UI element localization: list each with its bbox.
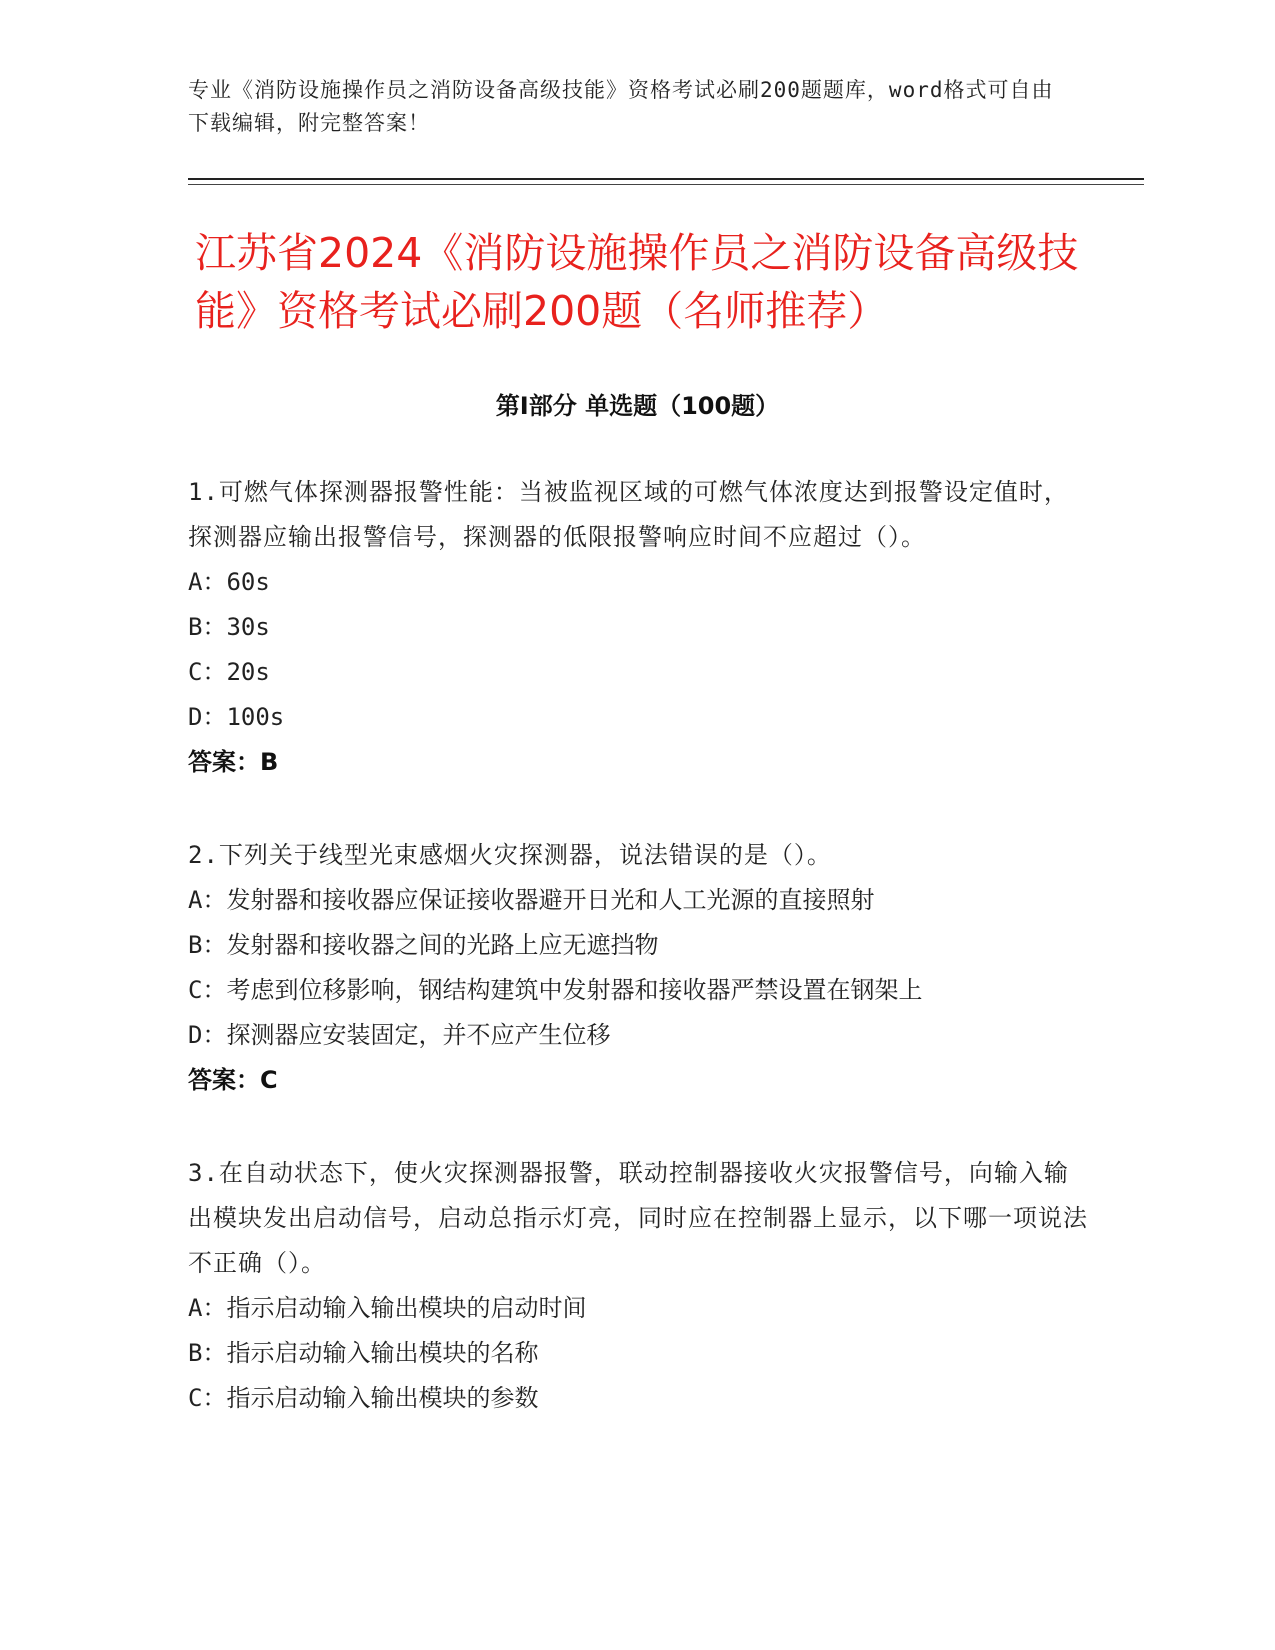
option-text: 发射器和接收器之间的光路上应无遮挡物 [226, 931, 659, 959]
option-b: B：指示启动输入输出模块的名称 [188, 1331, 1088, 1376]
question-text: 1.可燃气体探测器报警性能：当被监视区域的可燃气体浓度达到报警设定值时，探测器应输出报警信号，探测器的低限报警响应时间不应超过（）。 [188, 478, 1069, 551]
option-a: A：指示启动输入输出模块的启动时间 [188, 1286, 1088, 1331]
option-key: C [188, 658, 203, 686]
option-text: 60s [226, 568, 270, 596]
option-c: C：考虑到位移影响，钢结构建筑中发射器和接收器严禁设置在钢架上 [188, 968, 1088, 1013]
option-key: B [188, 1339, 203, 1367]
option-key: A [188, 568, 203, 596]
option-key: B [188, 613, 203, 641]
option-text: 30s [226, 613, 270, 641]
option-text: 指示启动输入输出模块的参数 [226, 1384, 539, 1412]
option-key: A [188, 1294, 203, 1322]
answer-value: B [260, 748, 279, 776]
option-key: C [188, 976, 203, 1004]
option-key: D [188, 703, 203, 731]
option-b: B：30s [188, 605, 1088, 650]
option-key: C [188, 1384, 203, 1412]
option-key: D [188, 1021, 203, 1049]
answer-label: 答案： [188, 748, 260, 776]
answer-label: 答案： [188, 1066, 260, 1094]
header-note: 专业《消防设施操作员之消防设备高级技能》资格考试必刷200题题库，word格式可自由下载编辑，附完整答案！ [188, 78, 1054, 135]
document-title: 江苏省2024《消防设施操作员之消防设备高级技能》资格考试必刷200题（名师推荐） [195, 229, 1079, 335]
header-rule-thin [188, 184, 1144, 185]
option-c: C：指示启动输入输出模块的参数 [188, 1376, 1088, 1421]
questions-list [188, 470, 1088, 1469]
option-b: B：发射器和接收器之间的光路上应无遮挡物 [188, 923, 1088, 968]
option-c: C：20s [188, 650, 1088, 695]
option-text: 100s [226, 703, 285, 731]
option-a: A：60s [188, 560, 1088, 605]
option-key: B [188, 931, 203, 959]
option-d: D：100s [188, 695, 1088, 740]
option-text: 探测器应安装固定，并不应产生位移 [226, 1021, 611, 1049]
option-d: D：探测器应安装固定，并不应产生位移 [188, 1013, 1088, 1058]
question-2 [188, 833, 1088, 1103]
question-1 [188, 470, 1088, 785]
option-a: A：发射器和接收器应保证接收器避开日光和人工光源的直接照射 [188, 878, 1088, 923]
section-title: 第Ⅰ部分 单选题（100题） [495, 392, 780, 420]
option-text: 指示启动输入输出模块的启动时间 [226, 1294, 587, 1322]
option-key: A [188, 886, 203, 914]
question-text: 2.下列关于线型光束感烟火灾探测器，说法错误的是（）。 [188, 841, 832, 869]
question-text: 3.在自动状态下，使火灾探测器报警，联动控制器接收火灾报警信号，向输入输出模块发出启动信号，启动总指示灯亮，同时应在控制器上显示，以下哪一项说法不正确（）。 [188, 1159, 1088, 1277]
answer-value: C [260, 1066, 278, 1094]
option-text: 考虑到位移影响，钢结构建筑中发射器和接收器严禁设置在钢架上 [226, 976, 923, 1004]
question-3 [188, 1151, 1088, 1421]
option-text: 20s [226, 658, 270, 686]
answer-line [188, 1058, 1088, 1103]
option-text: 发射器和接收器应保证接收器避开日光和人工光源的直接照射 [226, 886, 875, 914]
answer-line [188, 740, 1088, 785]
option-text: 指示启动输入输出模块的名称 [226, 1339, 539, 1367]
header-rule-thick [188, 178, 1144, 180]
